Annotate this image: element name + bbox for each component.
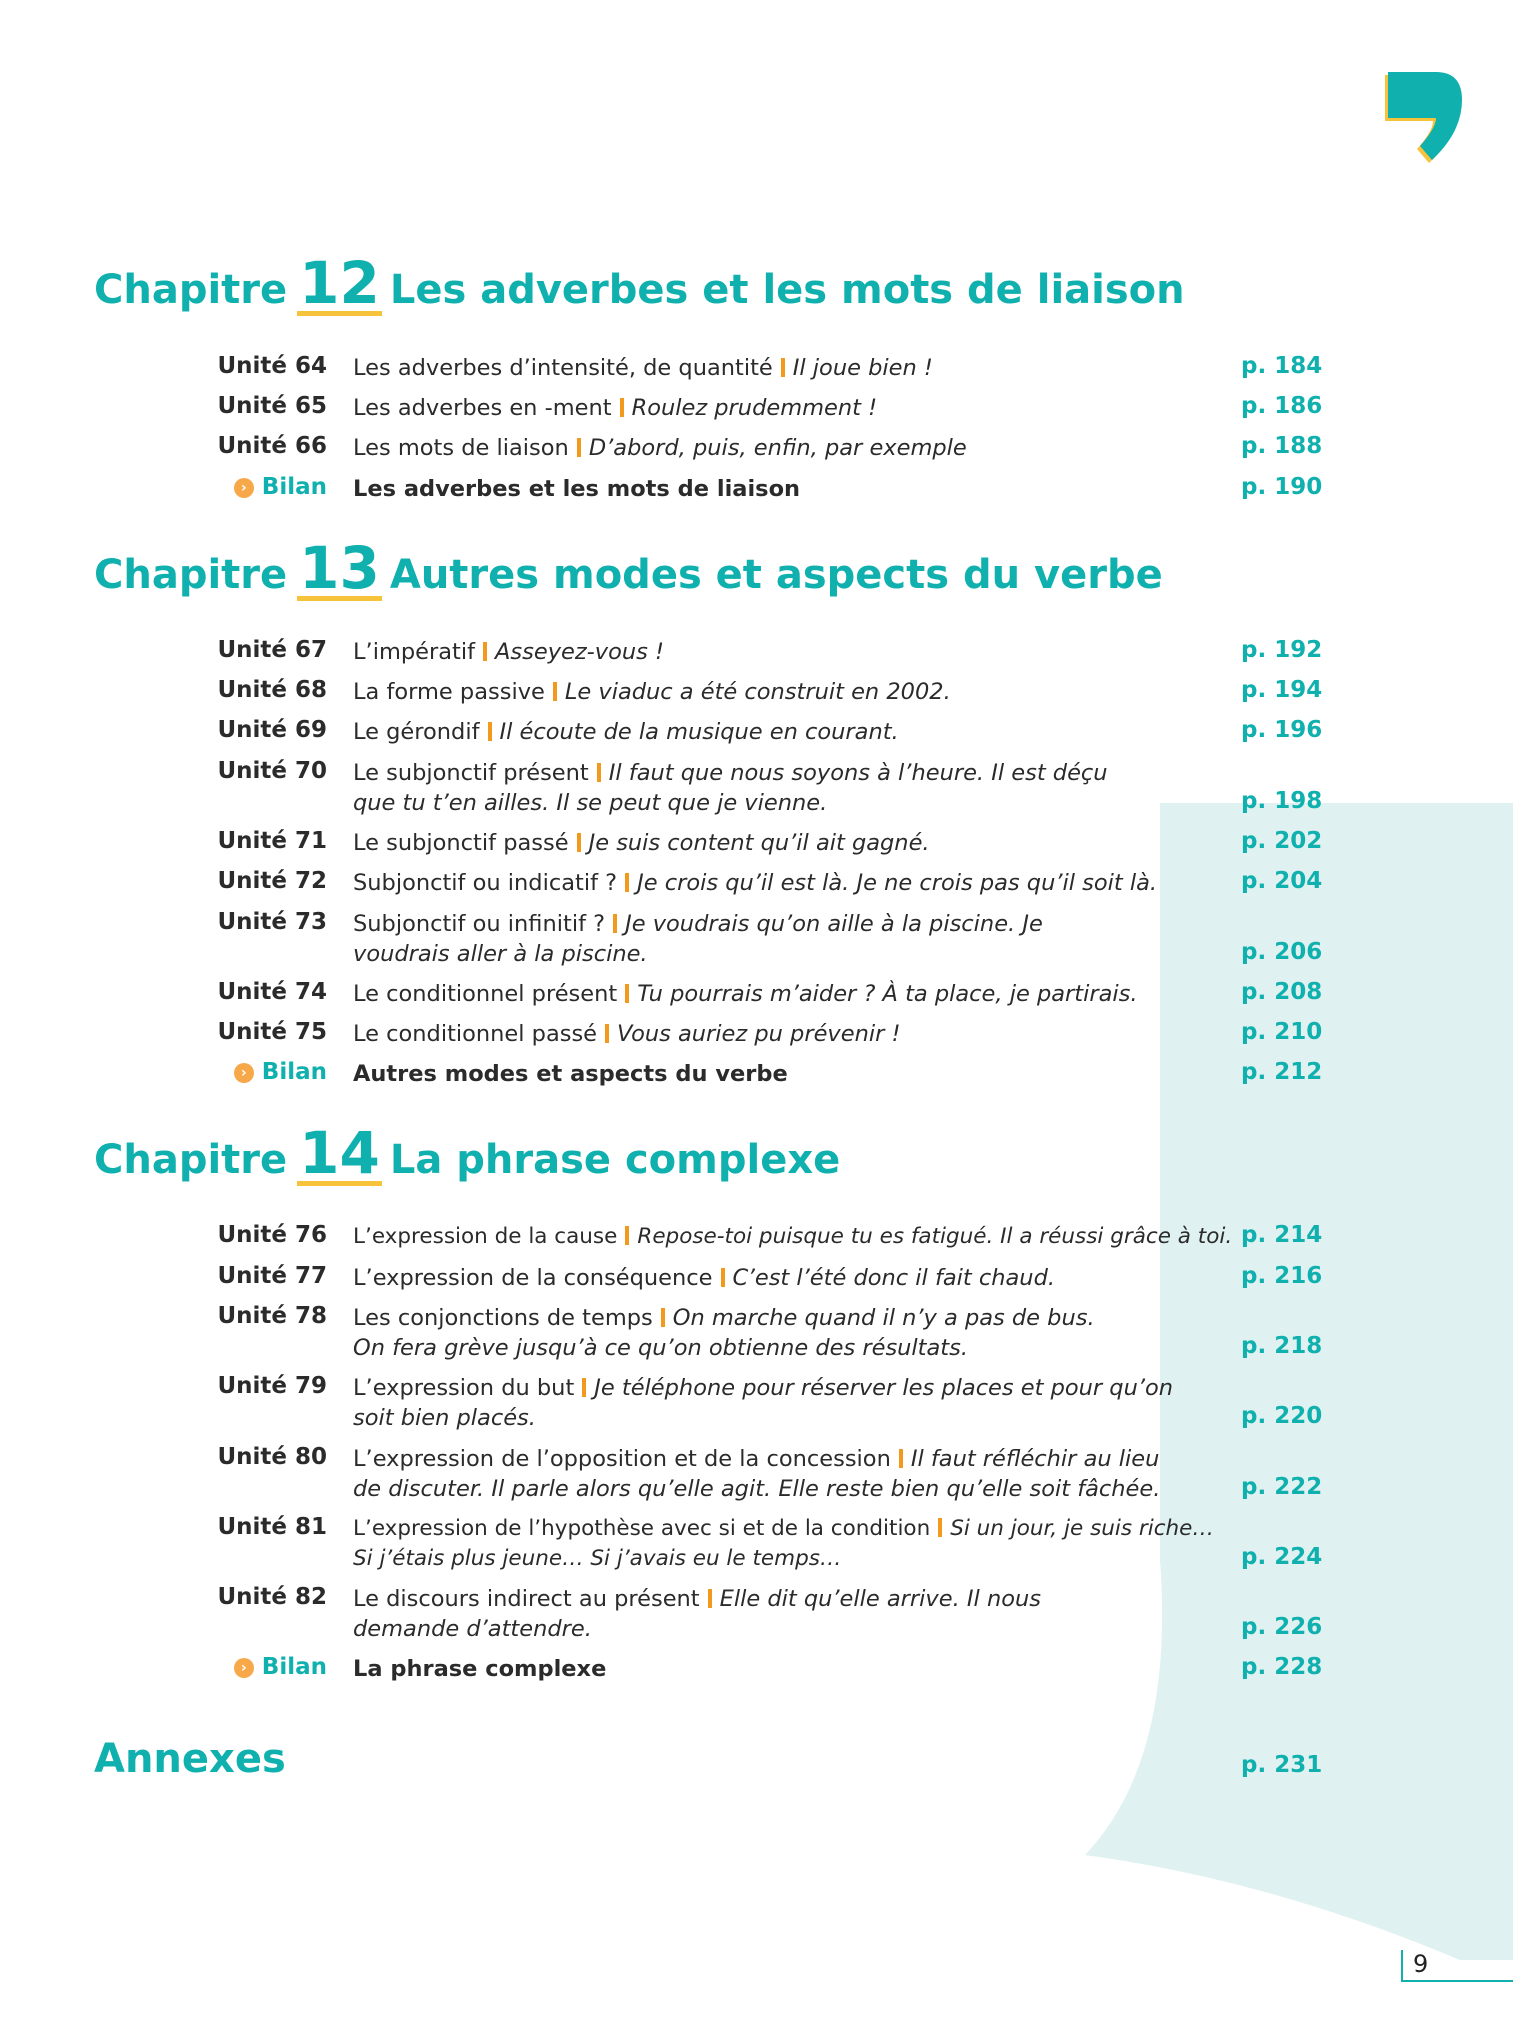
unit-label: Unité 78	[217, 1303, 327, 1329]
toc-row-bilan[interactable]	[0, 474, 1513, 534]
page-ref[interactable]: p. 190	[1241, 474, 1323, 500]
page-ref[interactable]: p. 218	[1241, 1333, 1323, 1359]
unit-title: Le conditionnel passé	[353, 1021, 598, 1047]
unit-label: Unité 67	[217, 637, 327, 663]
separator-bar	[899, 1449, 903, 1468]
chapter-number: 14	[299, 1119, 380, 1187]
page-ref[interactable]: p. 186	[1241, 393, 1323, 419]
separator-bar	[488, 722, 492, 741]
separator-bar	[577, 438, 581, 457]
bilan-label	[234, 474, 327, 500]
separator-bar	[613, 914, 617, 933]
toc-row-bilan[interactable]	[0, 1654, 1513, 1714]
page-ref[interactable]: p. 202	[1241, 828, 1323, 854]
unit-description	[353, 868, 1233, 898]
unit-label: Unité 74	[217, 979, 327, 1005]
unit-description	[353, 1373, 1193, 1433]
unit-description	[353, 1019, 1233, 1049]
page-ref[interactable]: p. 222	[1241, 1474, 1323, 1500]
unit-label: Unité 73	[217, 909, 327, 935]
unit-title: L’expression du but	[353, 1375, 575, 1401]
unit-title: L’expression de la conséquence	[353, 1265, 713, 1291]
unit-label: Unité 70	[217, 758, 327, 784]
separator-bar	[577, 833, 581, 852]
unit-description	[353, 979, 1233, 1009]
chapter-title: Les adverbes et les mots de liaison	[389, 267, 1185, 313]
separator-bar	[625, 873, 629, 892]
unit-label: Unité 79	[217, 1373, 327, 1399]
unit-title: L’expression de l’hypothèse avec si et de la condition	[353, 1516, 931, 1541]
chapter-heading	[94, 534, 1163, 602]
unit-example: Il faut que nous soyons à l’heure. Il est déçu que tu t’en ailles. Il se peut que je vienne.	[353, 760, 1108, 816]
toc-row[interactable]	[0, 909, 1513, 969]
separator-bar	[597, 763, 601, 782]
unit-label: Unité 68	[217, 677, 327, 703]
page-ref[interactable]: p. 224	[1241, 1544, 1323, 1570]
chapter-heading	[94, 249, 1185, 317]
unit-example: Roulez prudemment !	[631, 395, 878, 421]
page-ref[interactable]: p. 192	[1241, 637, 1323, 663]
unit-description	[353, 1514, 1233, 1574]
toc-row[interactable]	[0, 1303, 1513, 1363]
page-ref[interactable]: p. 226	[1241, 1614, 1323, 1640]
unit-label: Unité 80	[217, 1444, 327, 1470]
unit-label: Unité 81	[217, 1514, 327, 1540]
page-ref[interactable]: p. 212	[1241, 1059, 1323, 1085]
unit-example: D’abord, puis, enfin, par exemple	[588, 435, 967, 461]
chevron-right-icon: ›	[234, 1063, 254, 1083]
page-ref[interactable]: p. 188	[1241, 433, 1323, 459]
unit-description	[353, 1263, 1233, 1293]
page-ref[interactable]: p. 206	[1241, 939, 1323, 965]
unit-description	[353, 1584, 1143, 1644]
chapter-title: La phrase complexe	[389, 1137, 841, 1183]
unit-title: L’expression de l’opposition et de la concession	[353, 1446, 891, 1472]
chapter-label: Chapitre	[94, 552, 288, 598]
unit-description	[353, 433, 1233, 463]
unit-example: Repose-toi puisque tu es fatigué. Il a réussi grâce à toi.	[637, 1224, 1233, 1249]
separator-bar	[781, 358, 785, 377]
separator-bar	[625, 984, 629, 1003]
unit-example: Le viaduc a été construit en 2002.	[564, 679, 951, 705]
page-ref[interactable]: p. 220	[1241, 1403, 1323, 1429]
unit-example: Je crois qu’il est là. Je ne crois pas qu’il soit là.	[637, 870, 1158, 896]
unit-example: C’est l’été donc il fait chaud.	[732, 1265, 1056, 1291]
unit-label: Unité 82	[217, 1584, 327, 1610]
unit-label: Unité 65	[217, 393, 327, 419]
chapter-number: 12	[299, 249, 380, 317]
chevron-right-icon: ›	[234, 478, 254, 498]
unit-label: Unité 71	[217, 828, 327, 854]
unit-label: Unité 66	[217, 433, 327, 459]
unit-label: Unité 75	[217, 1019, 327, 1045]
unit-description	[353, 393, 1233, 423]
unit-title: La forme passive	[353, 679, 545, 705]
unit-description	[353, 828, 1233, 858]
separator-bar	[605, 1024, 609, 1043]
page-ref[interactable]: p. 204	[1241, 868, 1323, 894]
separator-bar	[938, 1518, 942, 1537]
unit-example: On marche quand il n’y a pas de bus. On fera grève jusqu’à ce qu’on obtienne des résultats.	[353, 1305, 1095, 1361]
unit-title: Le gérondif	[353, 719, 480, 745]
unit-title: Les conjonctions de temps	[353, 1305, 653, 1331]
page-ref[interactable]: p. 210	[1241, 1019, 1323, 1045]
separator-bar	[620, 398, 624, 417]
page-ref[interactable]: p. 208	[1241, 979, 1323, 1005]
unit-example: Je voudrais qu’on aille à la piscine. Je voudrais aller à la piscine.	[353, 911, 1043, 967]
bilan-label	[234, 1654, 327, 1680]
unit-description	[353, 909, 1043, 969]
unit-description	[353, 1303, 1113, 1363]
page-ref[interactable]: p. 196	[1241, 717, 1323, 743]
unit-title: Subjonctif ou infinitif ?	[353, 911, 606, 937]
toc-row[interactable]	[0, 1584, 1513, 1644]
chapter-number: 13	[299, 534, 380, 602]
separator-bar	[708, 1589, 712, 1608]
unit-example: Il écoute de la musique en courant.	[499, 719, 899, 745]
unit-title: Les adverbes en -ment	[353, 395, 612, 421]
unit-example: Tu pourrais m’aider ? À ta place, je partirais.	[637, 981, 1138, 1007]
page-ref[interactable]: p. 184	[1241, 353, 1323, 379]
toc-row[interactable]	[0, 758, 1513, 818]
unit-description	[353, 353, 1233, 383]
annexes-title[interactable]: Annexes	[94, 1736, 286, 1782]
unit-example: Si un jour, je suis riche… Si j’étais plus jeune… Si j’avais eu le temps…	[353, 1516, 1214, 1571]
unit-title: L’expression de la cause	[353, 1224, 618, 1249]
unit-description	[353, 1222, 1233, 1252]
bilan-title: La phrase complexe	[353, 1656, 607, 1682]
unit-label: Unité 72	[217, 868, 327, 894]
unit-example: Il joue bien !	[792, 355, 933, 381]
page-number: 9	[1413, 1950, 1429, 1978]
unit-example: Asseyez-vous !	[495, 639, 665, 665]
separator-bar	[553, 682, 557, 701]
bilan-label	[234, 1059, 327, 1085]
chapter-heading	[94, 1119, 841, 1187]
unit-title: Subjonctif ou indicatif ?	[353, 870, 618, 896]
page-ref[interactable]: p. 228	[1241, 1654, 1323, 1680]
toc-row[interactable]	[0, 1444, 1513, 1504]
annexes-page-ref[interactable]: p. 231	[1241, 1752, 1323, 1778]
chapter-title: Autres modes et aspects du verbe	[389, 552, 1163, 598]
unit-example: Vous auriez pu prévenir !	[617, 1021, 901, 1047]
unit-example: Elle dit qu’elle arrive. Il nous demande d’attendre.	[353, 1586, 1041, 1642]
unit-title: Le subjonctif présent	[353, 760, 589, 786]
toc-row-bilan[interactable]	[0, 1059, 1513, 1119]
bilan-text: Bilan	[261, 1654, 327, 1680]
unit-title: L’impératif	[353, 639, 476, 665]
toc-row[interactable]	[0, 1514, 1513, 1574]
unit-title: Les adverbes d’intensité, de quantité	[353, 355, 773, 381]
separator-bar	[721, 1268, 725, 1287]
separator-bar	[582, 1378, 586, 1397]
page-ref[interactable]: p. 214	[1241, 1222, 1323, 1248]
unit-example: Je téléphone pour réserver les places et pour qu’on soit bien placés.	[353, 1375, 1174, 1431]
bilan-text: Bilan	[261, 1059, 327, 1085]
toc-row[interactable]	[0, 1373, 1513, 1433]
unit-label: Unité 76	[217, 1222, 327, 1248]
unit-description	[353, 1444, 1183, 1504]
unit-label: Unité 69	[217, 717, 327, 743]
chapter-label: Chapitre	[94, 267, 288, 313]
unit-example: Je suis content qu’il ait gagné.	[588, 830, 930, 856]
unit-label: Unité 64	[217, 353, 327, 379]
unit-description	[353, 758, 1123, 818]
bilan-title: Les adverbes et les mots de liaison	[353, 476, 801, 502]
separator-bar	[483, 642, 487, 661]
chevron-right-icon: ›	[234, 1658, 254, 1678]
page-ref[interactable]: p. 194	[1241, 677, 1323, 703]
unit-description	[353, 637, 1233, 667]
bilan-title: Autres modes et aspects du verbe	[353, 1061, 788, 1087]
page-ref[interactable]: p. 216	[1241, 1263, 1323, 1289]
unit-description	[353, 677, 1233, 707]
unit-label: Unité 77	[217, 1263, 327, 1289]
unit-description	[353, 717, 1233, 747]
unit-title: Le subjonctif passé	[353, 830, 569, 856]
comma-logo-icon	[1380, 66, 1462, 166]
separator-bar	[661, 1308, 665, 1327]
bilan-text: Bilan	[261, 474, 327, 500]
chapter-label: Chapitre	[94, 1137, 288, 1183]
unit-title: Le discours indirect au présent	[353, 1586, 700, 1612]
unit-example: Il faut réfléchir au lieu de discuter. Il parle alors qu’elle agit. Elle reste bien qu’elle soit fâchée.	[353, 1446, 1161, 1502]
page-ref[interactable]: p. 198	[1241, 788, 1323, 814]
unit-title: Les mots de liaison	[353, 435, 569, 461]
unit-title: Le conditionnel présent	[353, 981, 618, 1007]
separator-bar	[625, 1226, 629, 1245]
